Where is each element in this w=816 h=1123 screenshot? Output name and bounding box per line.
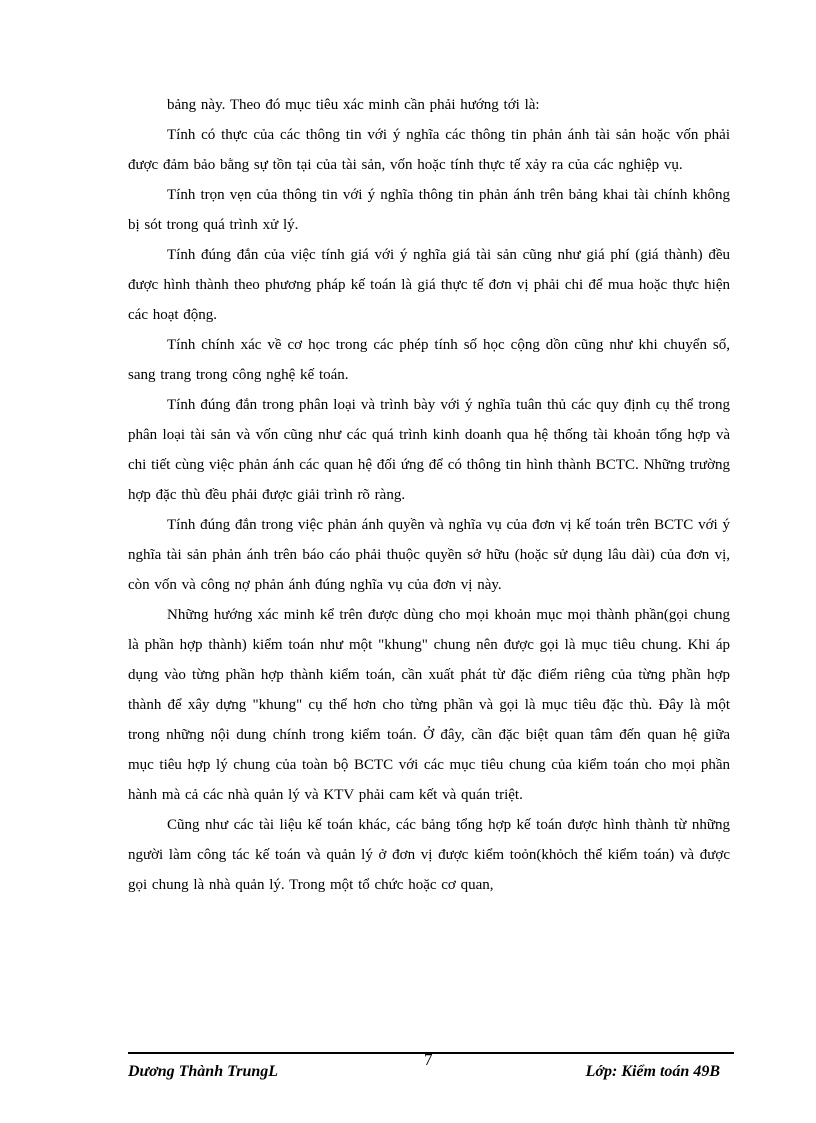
page-number: 7 — [424, 1050, 433, 1069]
paragraph-5: Tính chính xác về cơ học trong các phép tính số học cộng dồn cũng như khi chuyển số, sang trang trong công nghệ kế toán. — [128, 337, 730, 383]
paragraph-8: Những hướng xác minh kể trên được dùng cho mọi khoản mục mọi thành phần(gọi chung là phần hợp thành) kiểm toán như một "khung" chung nên được gọi là mục tiêu chung. Khi áp dụng vào từng phần hợp thành kiểm toán, cần xuất phát từ đặc điểm riêng của từng phần hợp thành để xây dựng "khung" cụ thể hơn cho từng phần và gọi là mục tiêu đặc thù. Đây là một trong những nội dung chính trong kiểm toán. Ở đây, cần đặc biệt quan tâm đến quan hệ giữa mục tiêu hợp lý chung của toàn bộ BCTC với các mục tiêu chung của kiểm toán cho mọi phần hành mà cả các nhà quản lý và KTV phải cam kết và quán triệt. — [128, 607, 730, 803]
paragraph-7: Tính đúng đắn trong việc phản ánh quyền và nghĩa vụ của đơn vị kế toán trên BCTC với ý nghĩa tài sản phản ánh trên báo cáo phải thuộc quyền sở hữu (hoặc sử dụng lâu dài) của đơn vị, còn vốn và công nợ phản ánh đúng nghĩa vụ của đơn vị này. — [128, 517, 730, 593]
paragraph-2: Tính có thực của các thông tin với ý nghĩa các thông tin phản ánh tài sản hoặc vốn phải được đảm bảo bằng sự tồn tại của tài sản, vốn hoặc tính thực tế xảy ra của các nghiệp vụ. — [128, 127, 730, 173]
footer-class-label: Lớp: Kiểm toán 49B — [585, 1063, 720, 1080]
paragraph-9: Cũng như các tài liệu kế toán khác, các bảng tổng hợp kế toán được hình thành từ những người làm công tác kế toán và quản lý ở đơn vị được kiểm toỏn(khỏch thể kiểm toán) và được gọi chung là nhà quản lý. Trong một tổ chức hoặc cơ quan, — [128, 817, 730, 893]
document-body — [128, 90, 730, 900]
footer-author: Dương Thành TrungL — [128, 1063, 279, 1080]
paragraph-4: Tính đúng đắn của việc tính giá với ý nghĩa giá tài sản cũng như giá phí (giá thành) đều được hình thành theo phương pháp kế toán là giá thực tế đơn vị phải chi để mua hoặc thực hiện các hoạt động. — [128, 247, 730, 323]
paragraph-1: bảng này. Theo đó mục tiêu xác minh cần phải hướng tới là: — [167, 97, 540, 113]
page-footer — [128, 1052, 734, 1094]
paragraph-3: Tính trọn vẹn của thông tin với ý nghĩa thông tin phản ánh trên bảng khai tài chính không bị sót trong quá trình xử lý. — [128, 187, 730, 233]
paragraph-6: Tính đúng đắn trong phân loại và trình bày với ý nghĩa tuân thủ các quy định cụ thể trong phân loại tài sản và vốn cũng như các quá trình kinh doanh qua hệ thống tài khoản tổng hợp và chi tiết cùng việc phản ánh các quan hệ đối ứng để có thông tin hình thành BCTC. Những trường hợp đặc thù đều phải được giải trình rõ ràng. — [128, 397, 730, 503]
